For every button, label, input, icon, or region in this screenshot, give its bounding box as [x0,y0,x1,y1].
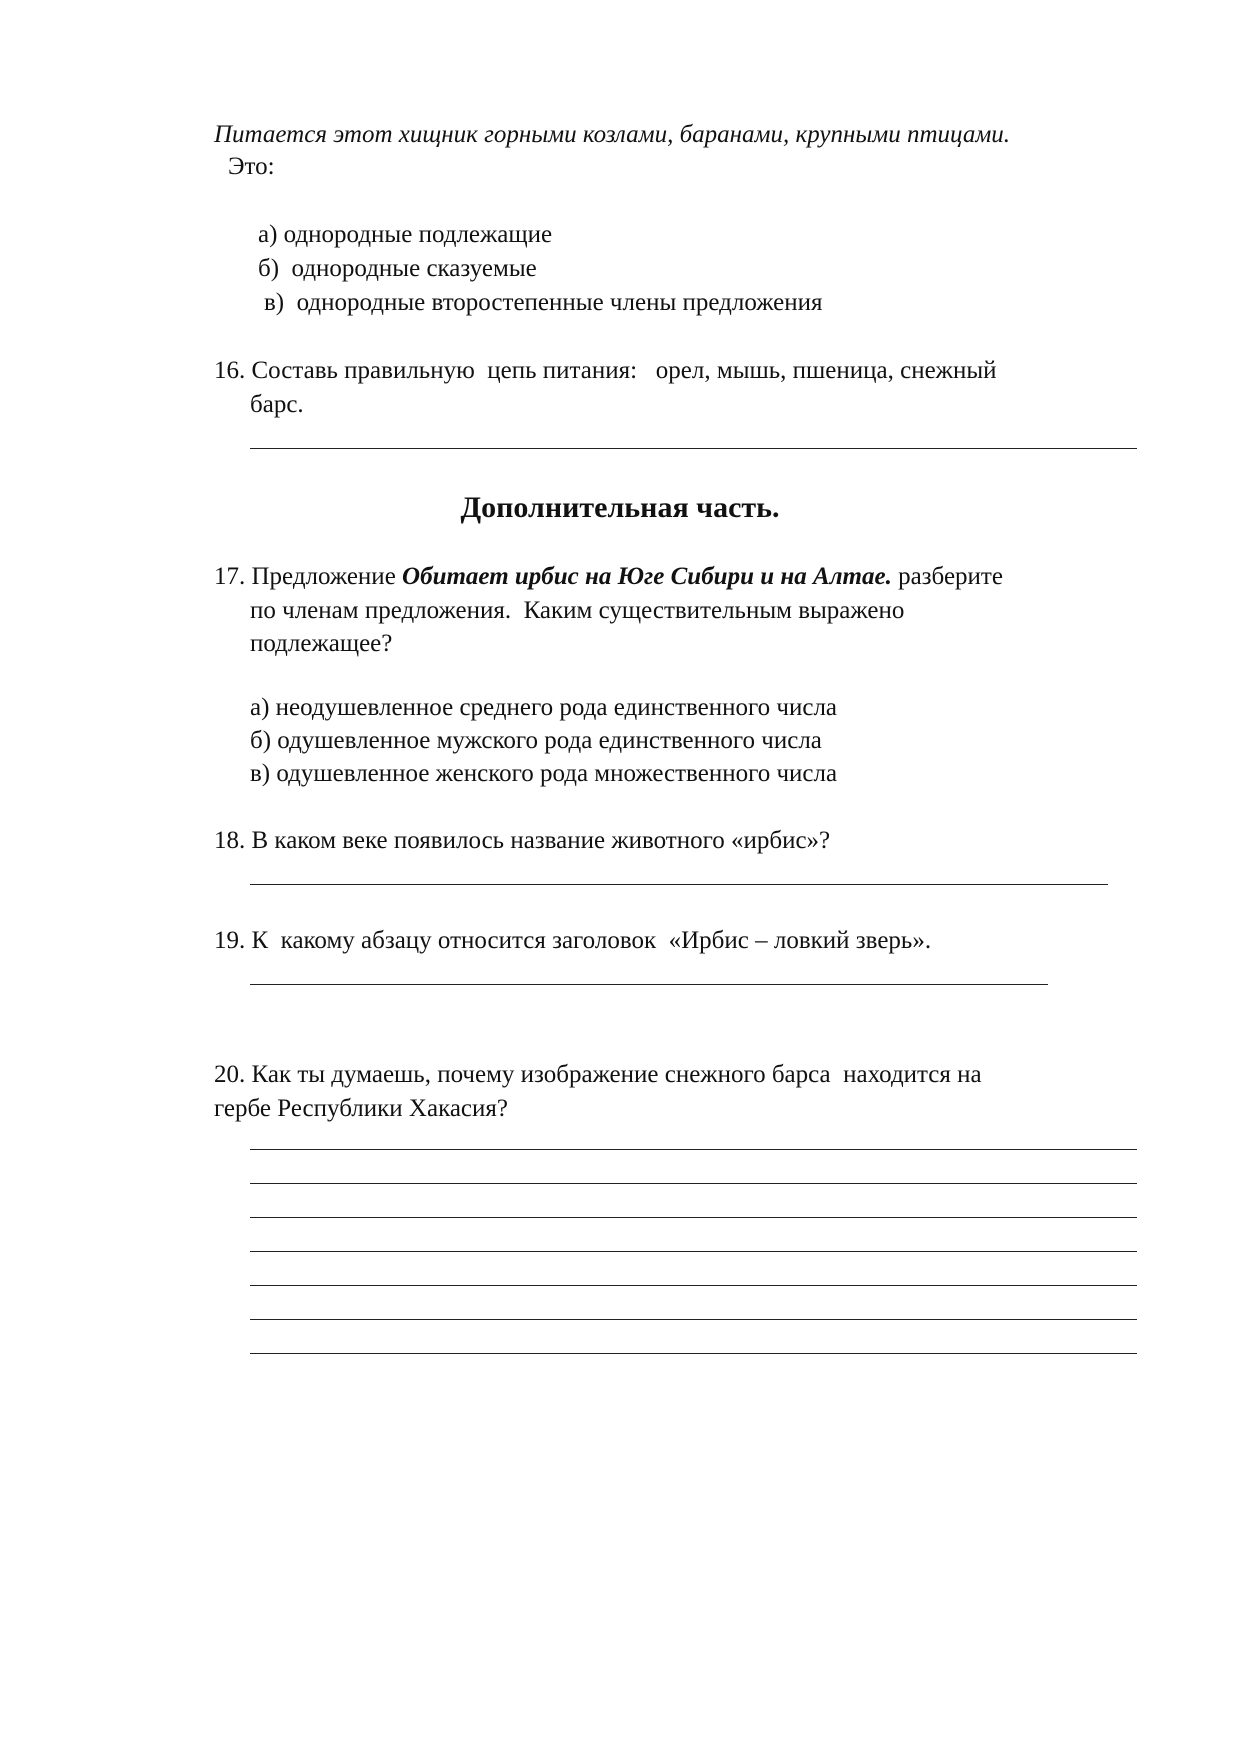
q17-tail: разберите [891,563,1003,590]
q18-answer-line[interactable] [250,884,1108,885]
q16-number: 16. [214,357,246,384]
q15-sentence: Питается этот хищник горными козлами, баранами, крупными птицами. [214,121,1011,148]
q18-text-line [214,826,830,856]
q20-answer-line[interactable] [250,1183,1137,1184]
q17-option-b: б) одушевленное мужского рода единственного числа [250,727,822,754]
q17-text-line3: подлежащее? [250,630,393,657]
q17-sentence: Обитает ирбис на Юге Сибири и на Алтае. [402,563,892,590]
q17-option-c: в) одушевленное женского рода множественного числа [250,760,838,787]
q19-number: 19. [214,927,246,954]
q19-text-line [214,926,931,956]
q20-answer-line[interactable] [250,1319,1137,1320]
q17-text-line2: по членам предложения. Каким существительным выражено [250,597,905,624]
q15-option-c: в) однородные второстепенные члены предложения [264,289,823,316]
q19-answer-line[interactable] [250,984,1048,985]
q15-prompt: Это: [228,153,275,180]
q20-text: Как ты думаешь, почему изображение снежного барса находится на [245,1061,982,1088]
q20-number: 20. [214,1061,246,1088]
q16-text: Составь правильную цепь питания: орел, мышь, пшеница, снежный [251,357,997,384]
q20-answer-line[interactable] [250,1217,1137,1218]
section-heading: Дополнительная часть. [460,491,780,524]
q20-answer-line[interactable] [250,1149,1137,1150]
q17-lead: Предложение [251,563,403,590]
q20-answer-line[interactable] [250,1251,1137,1252]
q18-text: В каком веке появилось название животного «ирбис»? [251,827,831,854]
q19-text: К какому абзацу относится заголовок «Ирбис – ловкий зверь». [251,927,932,954]
q20-answer-line[interactable] [250,1353,1137,1354]
q18-number: 18. [214,827,246,854]
q17-text-line1 [214,562,1003,592]
q20-text-line1 [214,1060,982,1090]
q17-number: 17. [214,563,246,590]
q15-option-a: а) однородные подлежащие [258,221,553,248]
q20-text-line2: гербе Республики Хакасия? [214,1095,509,1122]
q17-option-a: а) неодушевленное среднего рода единственного числа [250,694,838,721]
q16-answer-line[interactable] [250,448,1137,449]
q15-option-b: б) однородные сказуемые [258,255,537,282]
q20-answer-line[interactable] [250,1285,1137,1286]
q16-text-line1 [214,356,997,386]
q16-text-line2: барс. [250,391,304,418]
